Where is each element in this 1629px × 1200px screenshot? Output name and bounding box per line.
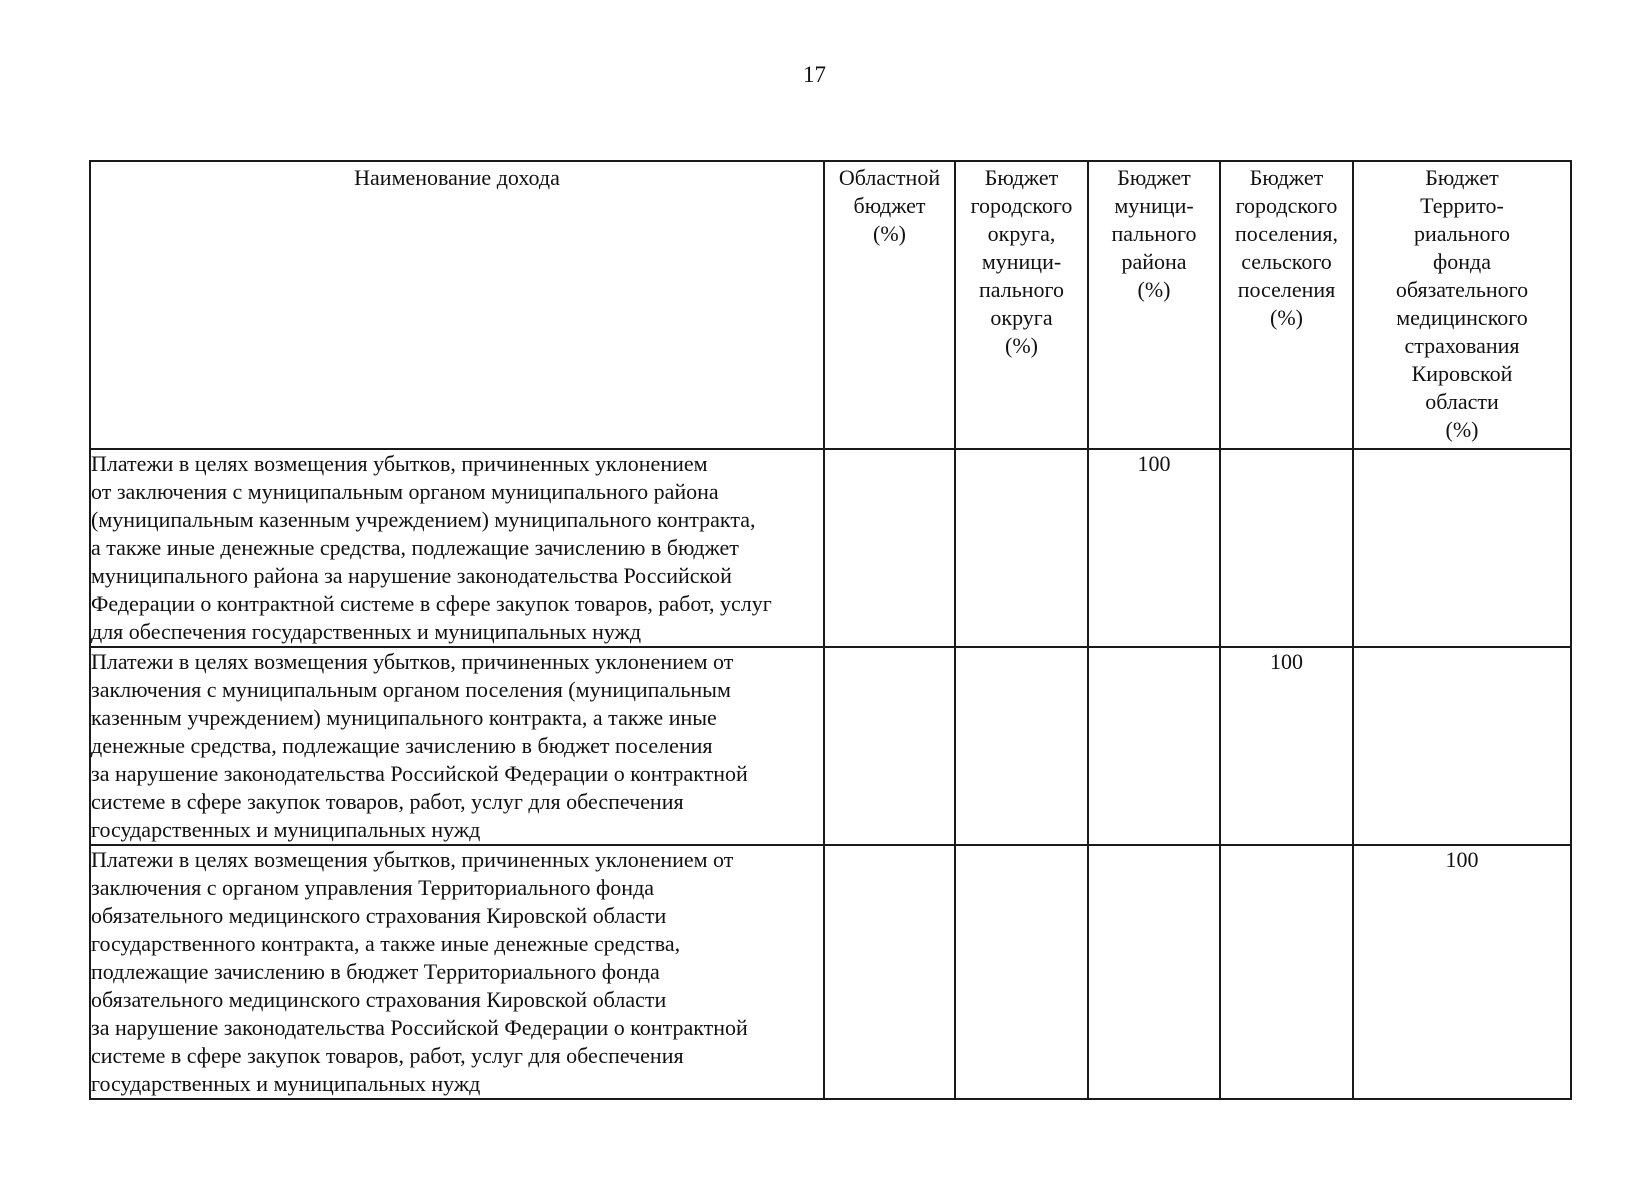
page-number: 17 — [803, 62, 826, 87]
income-name-cell: Платежи в целях возмещения убытков, причиненных уклонением от заключения с муниципальным органом поселения (муниципальным казенным учреждением) муниципального контракта, а также иные денежные средства, подлежащие зачислению в бюджет поселения за нарушение законодательства Российской Федерации о контрактной системе в сфере закупок товаров, работ, услуг для обеспечения государственных и муниципальных нужд — [90, 647, 824, 845]
header-income-name: Наименование дохода — [90, 161, 824, 449]
value-cell — [824, 845, 955, 1099]
income-name-cell: Платежи в целях возмещения убытков, причиненных уклонением от заключения с муниципальным органом муниципального района (муниципальным казенным учреждением) муниципального контракта, а также иные денежные средства, подлежащие зачислению в бюджет муниципального района за нарушение законодательства Российской Федерации о контрактной системе в сфере закупок товаров, работ, услуг для обеспечения государственных и муниципальных нужд — [90, 449, 824, 647]
header-city-district-budget: Бюджет городского округа, муници- пального округа (%) — [955, 161, 1088, 449]
header-settlement-budget: Бюджет городского поселения, сельского поселения (%) — [1220, 161, 1353, 449]
value-cell — [955, 845, 1088, 1099]
header-medical-insurance-fund-budget: Бюджет Террито- риального фонда обязательного медицинского страхования Кировской области (%) — [1353, 161, 1571, 449]
value-cell: 100 — [1088, 449, 1220, 647]
value-cell — [1088, 647, 1220, 845]
value-cell — [824, 647, 955, 845]
value-cell — [1088, 845, 1220, 1099]
table-row — [90, 449, 1571, 647]
income-distribution-table — [89, 160, 1572, 1100]
header-regional-budget: Областной бюджет (%) — [824, 161, 955, 449]
value-cell — [955, 449, 1088, 647]
value-cell — [955, 647, 1088, 845]
value-cell — [1353, 647, 1571, 845]
value-cell: 100 — [1220, 647, 1353, 845]
value-cell: 100 — [1353, 845, 1571, 1099]
value-cell — [1220, 845, 1353, 1099]
value-cell — [824, 449, 955, 647]
income-name-cell: Платежи в целях возмещения убытков, причиненных уклонением от заключения с органом управления Территориального фонда обязательного медицинского страхования Кировской области государственного контракта, а также иные денежные средства, подлежащие зачислению в бюджет Территориального фонда обязательного медицинского страхования Кировской области за нарушение законодательства Российской Федерации о контрактной системе в сфере закупок товаров, работ, услуг для обеспечения государственных и муниципальных нужд — [90, 845, 824, 1099]
table-header-row — [90, 161, 1571, 449]
value-cell — [1220, 449, 1353, 647]
value-cell — [1353, 449, 1571, 647]
header-municipal-district-budget: Бюджет муници- пального района (%) — [1088, 161, 1220, 449]
table-row — [90, 647, 1571, 845]
table-row — [90, 845, 1571, 1099]
